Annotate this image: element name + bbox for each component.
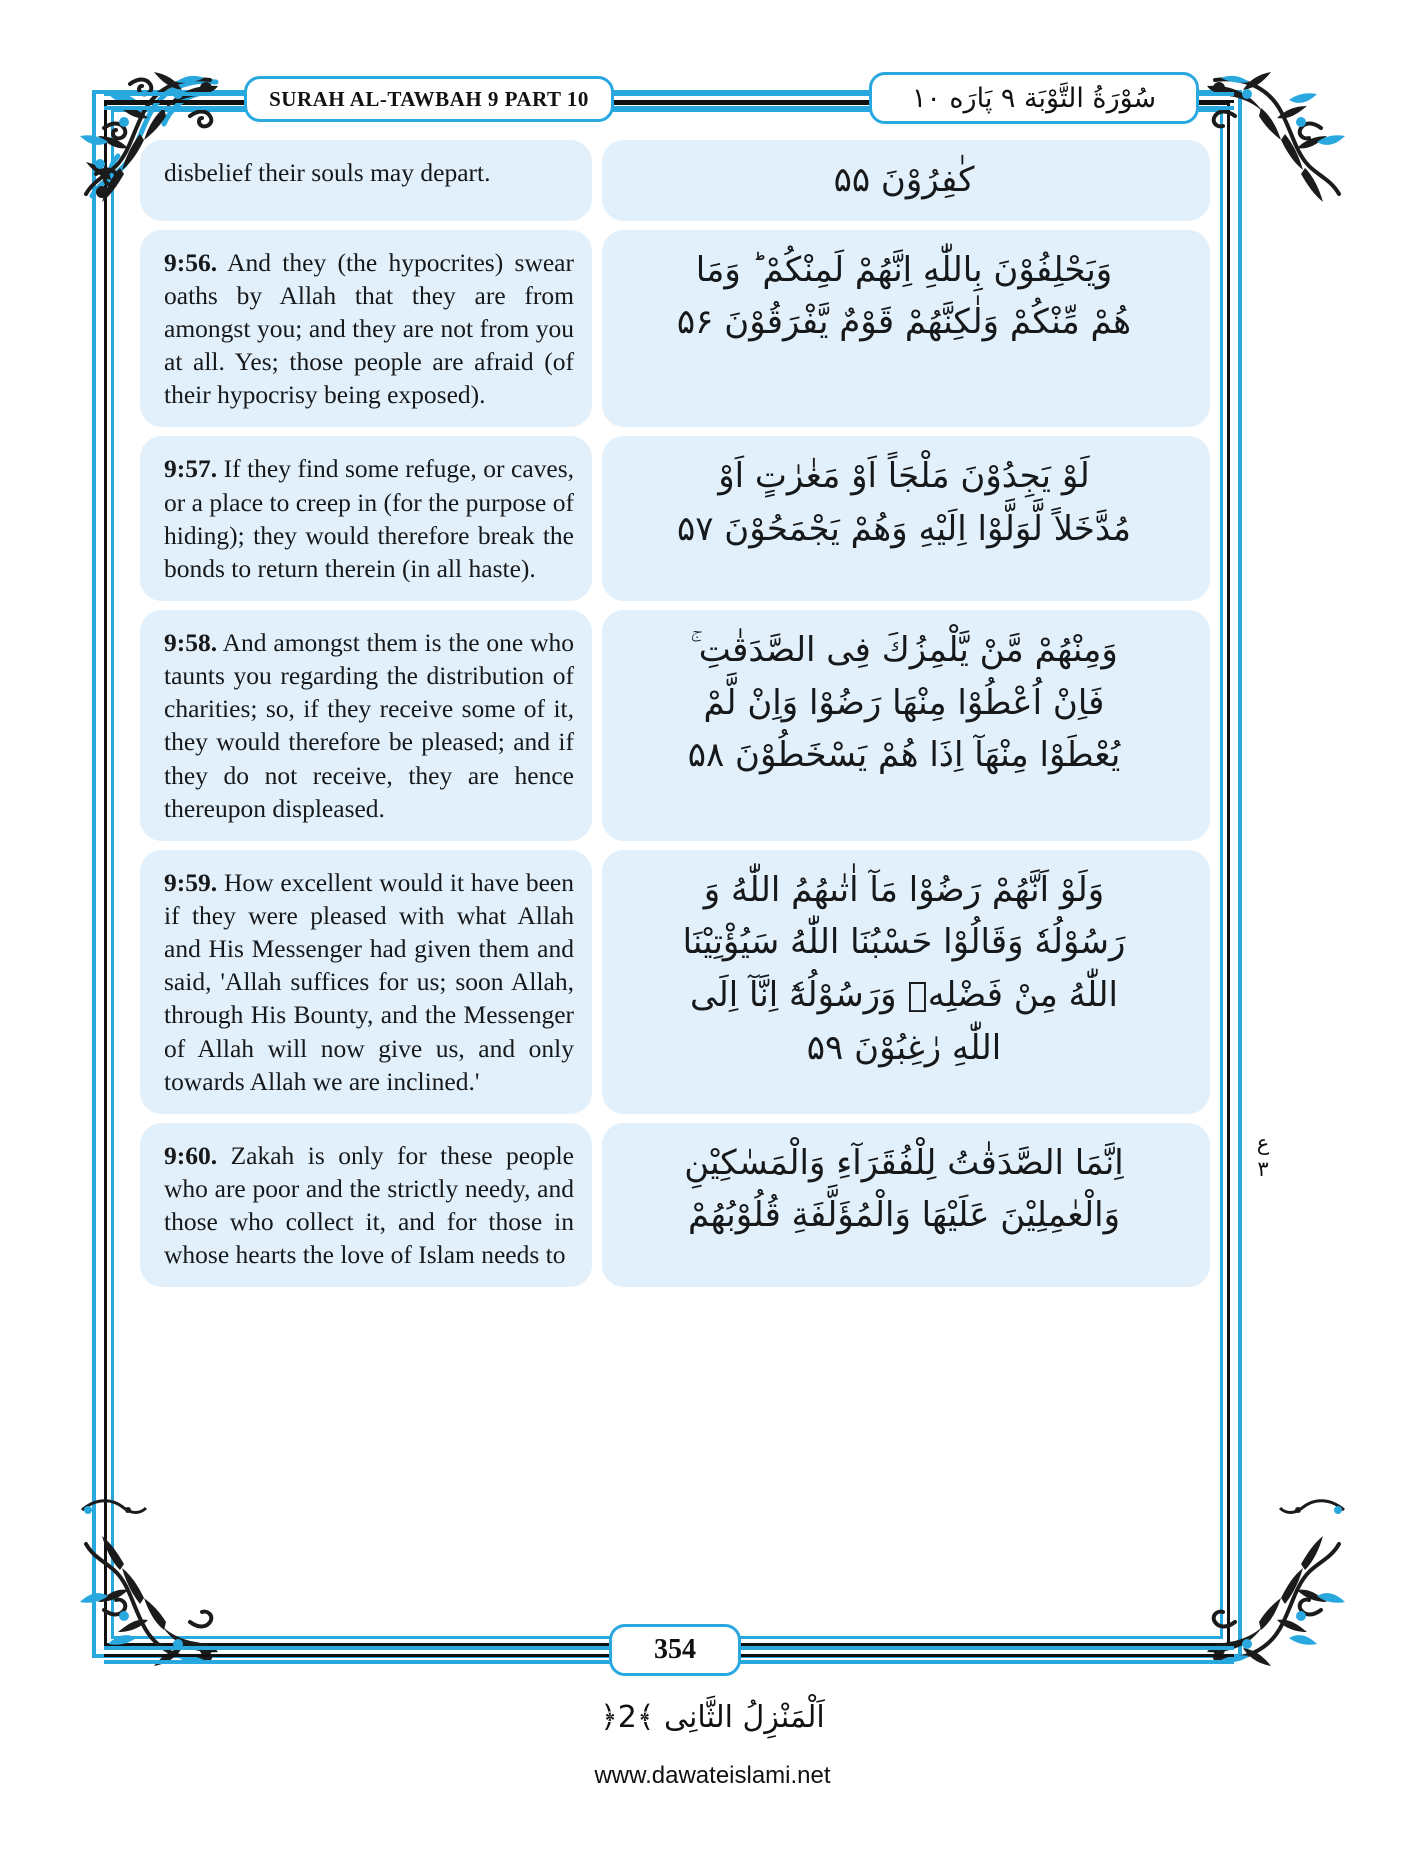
- verse-row: [140, 1123, 1210, 1288]
- verse-list: [140, 140, 1210, 1600]
- manzil-label: اَلْمَنْزِلُ الثَّانِى ﴾2﴿: [600, 1700, 825, 1735]
- arabic-line: وَالْعٰمِلِيْنَ عَلَيْهَا وَالْمُؤَلَّفَةِ قُلُوْبُهُمْ: [687, 1195, 1120, 1236]
- page-number-badge: [609, 1624, 741, 1676]
- arabic-line: وَيَحْلِفُوْنَ بِاللّٰهِ اِنَّهُمْ لَمِنْكُمْ ؕ وَمَا: [695, 249, 1113, 290]
- surah-title-english: SURAH AL-TAWBAH 9 PART 10: [269, 86, 589, 111]
- translation-text: disbelief their souls may depart.: [164, 158, 491, 187]
- arabic-box: [602, 1123, 1210, 1288]
- translation-text: Zakah is only for these people who are poor and the strictly needy, and those who collect it, and for those in whose hearts the love of Islam needs to: [164, 1140, 574, 1270]
- verse-number: 9:57.: [164, 454, 218, 484]
- website-url[interactable]: www.dawateislami.net: [594, 1762, 831, 1789]
- translation-box: [140, 1123, 592, 1288]
- arabic-line: هُمْ مِّنْكُمْ وَلٰكِنَّهُمْ قَوْمٌ يَّفْرَقُوْنَ ۵۶: [676, 302, 1132, 343]
- arabic-box: [602, 230, 1210, 428]
- arabic-line: وَمِنْهُمْ مَّنْ يَّلْمِزُكَ فِى الصَّدَقٰتِ ۚ: [690, 629, 1118, 670]
- page-footer: [104, 1634, 1234, 1680]
- arabic-box: [602, 850, 1210, 1114]
- translation-text: If they find some refuge, or caves, or a place to creep in (for the purpose of hiding); they would therefore break the bonds to return therein (in all haste).: [164, 454, 575, 583]
- verse-row: [140, 610, 1210, 841]
- surah-title-badge-english: [244, 76, 614, 122]
- arabic-line: اللّٰهِ رٰغِبُوْنَ ۵۹: [806, 1027, 1002, 1068]
- arabic-line: مُدَّخَلاً لَّوَلَّوْا اِلَيْهِ وَهُمْ يَجْمَحُوْنَ ۵۷: [676, 509, 1132, 550]
- translation-box: [140, 610, 592, 841]
- arabic-line: رَسُوْلُهٗ وَقَالُوْا حَسْبُنَا اللّٰهُ سَيُؤْتِيْنَا: [682, 922, 1126, 963]
- translation-box: [140, 140, 592, 221]
- verse-number: 9:56.: [164, 247, 218, 277]
- translation-box: [140, 850, 592, 1114]
- arabic-box: [602, 140, 1210, 221]
- verse-row: [140, 436, 1210, 601]
- surah-title-badge-arabic: [869, 72, 1199, 124]
- translation-text: And amongst them is the one who taunts you regarding the distribution of charities; so, if they receive some of it, they would therefore be pleased; and if they do not receive, they are hence thereupon displeased.: [164, 627, 574, 823]
- arabic-line: لَوْ يَجِدُوْنَ مَلْجَاً اَوْ مَغٰرٰتٍ اَوْ: [718, 456, 1090, 497]
- arabic-line: كٰفِرُوْنَ ۵۵: [833, 160, 975, 200]
- side-flourish-right-icon: [1278, 1490, 1348, 1530]
- verse-row: [140, 140, 1210, 221]
- arabic-line: اللّٰهُ مِنْ فَضْلِهٖ وَرَسُوْلُهٗٓ اِنَّآ اِلَى: [690, 975, 1118, 1016]
- surah-title-arabic: سُوْرَةُ التَّوْبَة ٩ پَارَه ١٠: [911, 82, 1157, 114]
- verse-number: 9:58.: [164, 627, 218, 657]
- arabic-line: اِنَّمَا الصَّدَقٰتُ لِلْفُقَرَآءِ وَالْمَسٰكِيْنِ: [684, 1142, 1124, 1183]
- margin-mark-line: ع: [1256, 1131, 1270, 1155]
- ruku-margin-mark: [1242, 1130, 1284, 1183]
- page-number: 354: [654, 1634, 696, 1665]
- translation-text: How excellent would it have been if they were pleased with what Allah and His Messenger had given them and said, 'Allah suffices for us; soon Allah, through His Bounty, and the Messenger of Allah will now give us, and only towards Allah we are inclined.': [164, 867, 574, 1096]
- verse-row: [140, 230, 1210, 428]
- verse-number: 9:60.: [164, 1140, 218, 1170]
- arabic-line: وَلَوْ اَنَّهُمْ رَضُوْا مَآ اٰتٰىهُمُ اللّٰهُ وَ: [703, 869, 1105, 910]
- translation-box: [140, 436, 592, 601]
- arabic-line: يُعْطَوْا مِنْهَآ اِذَا هُمْ يَسْخَطُوْنَ ۵۸: [687, 735, 1121, 776]
- arabic-box: [602, 610, 1210, 841]
- margin-mark-line: ٣: [1257, 1157, 1269, 1182]
- arabic-box: [602, 436, 1210, 601]
- arabic-line: فَاِنْ اُعْطُوْا مِنْهَا رَضُوْا وَاِنْ لَّمْ: [703, 682, 1105, 723]
- verse-number: 9:59.: [164, 867, 218, 897]
- verse-row: [140, 850, 1210, 1114]
- page-header: [104, 82, 1234, 120]
- translation-box: [140, 230, 592, 428]
- translation-text: And they (the hypocrites) swear oaths by Allah that they are from amongst you; and they are not from you at all. Yes; those people are afraid (of their hypocrisy being exposed).: [164, 247, 574, 410]
- side-flourish-left-icon: [78, 1490, 148, 1530]
